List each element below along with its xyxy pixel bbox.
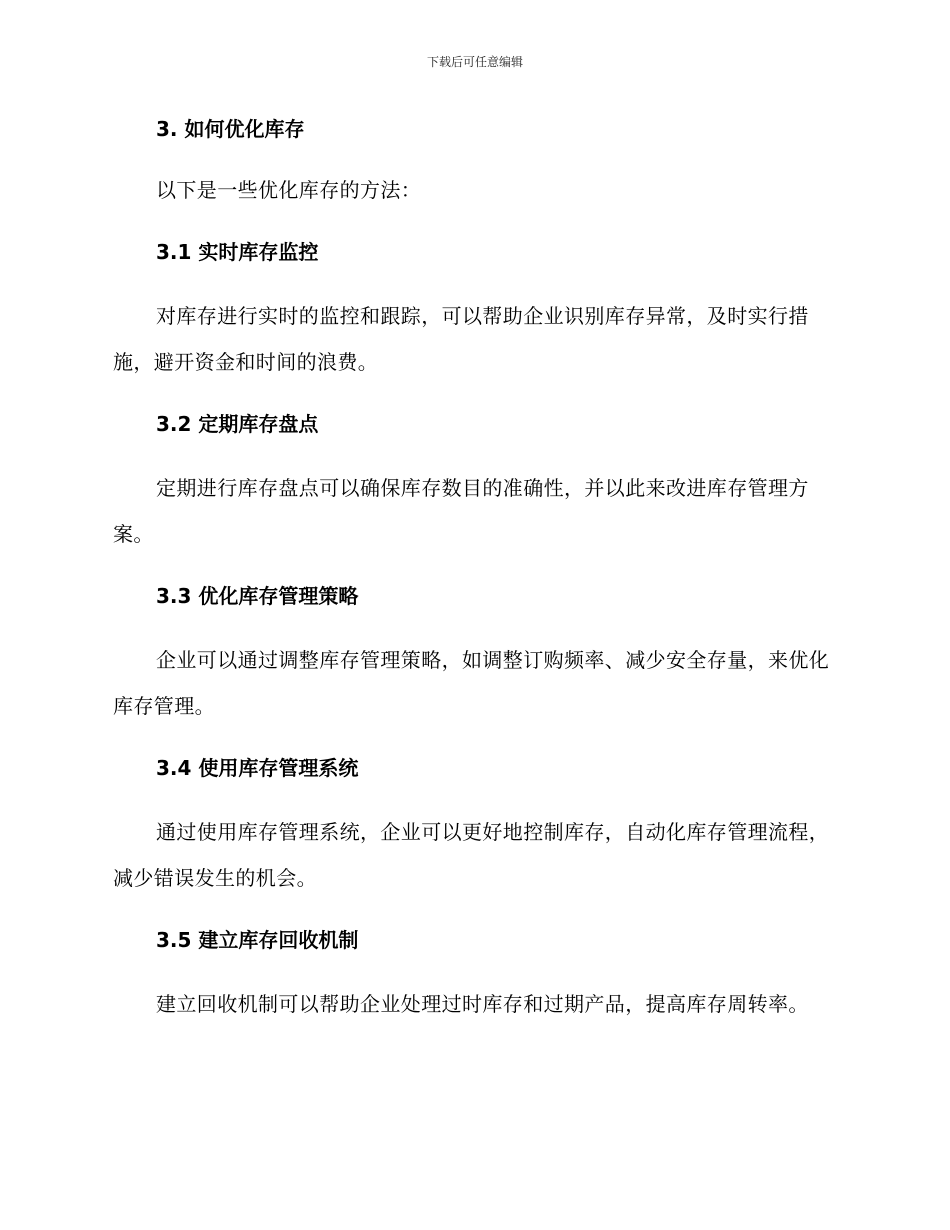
subsection-title-3-1: 3.1 实时库存监控	[156, 240, 319, 264]
subsection-body-3-3: 企业可以通过调整库存管理策略，如调整订购频率、减少安全存量，来优化库存管理。	[113, 648, 830, 718]
header-note: 下载后可任意编辑	[426, 55, 523, 69]
subsection-body-3-5: 建立回收机制可以帮助企业处理过时库存和过期产品，提高库存周转率。	[156, 992, 809, 1016]
subsection-title-3-4: 3.4 使用库存管理系统	[156, 756, 359, 780]
subsection-title-3-3: 3.3 优化库存管理策略	[156, 584, 359, 608]
section-intro: 以下是一些优化库存的方法：	[156, 178, 422, 202]
subsection-body-3-4: 通过使用库存管理系统，企业可以更好地控制库存，自动化库存管理流程，减少错误发生的机会。	[113, 820, 830, 890]
subsection-body-3-1: 对库存进行实时的监控和跟踪，可以帮助企业识别库存异常，及时实行措施，避开资金和时间的浪费。	[113, 304, 809, 374]
subsection-title-3-2: 3.2 定期库存盘点	[156, 412, 319, 436]
subsection-body-3-2: 定期进行库存盘点可以确保库存数目的准确性，并以此来改进库存管理方案。	[113, 476, 809, 546]
section-title: 3. 如何优化库存	[156, 117, 305, 141]
document-body	[113, 112, 833, 1027]
subsection-title-3-5: 3.5 建立库存回收机制	[156, 928, 359, 952]
